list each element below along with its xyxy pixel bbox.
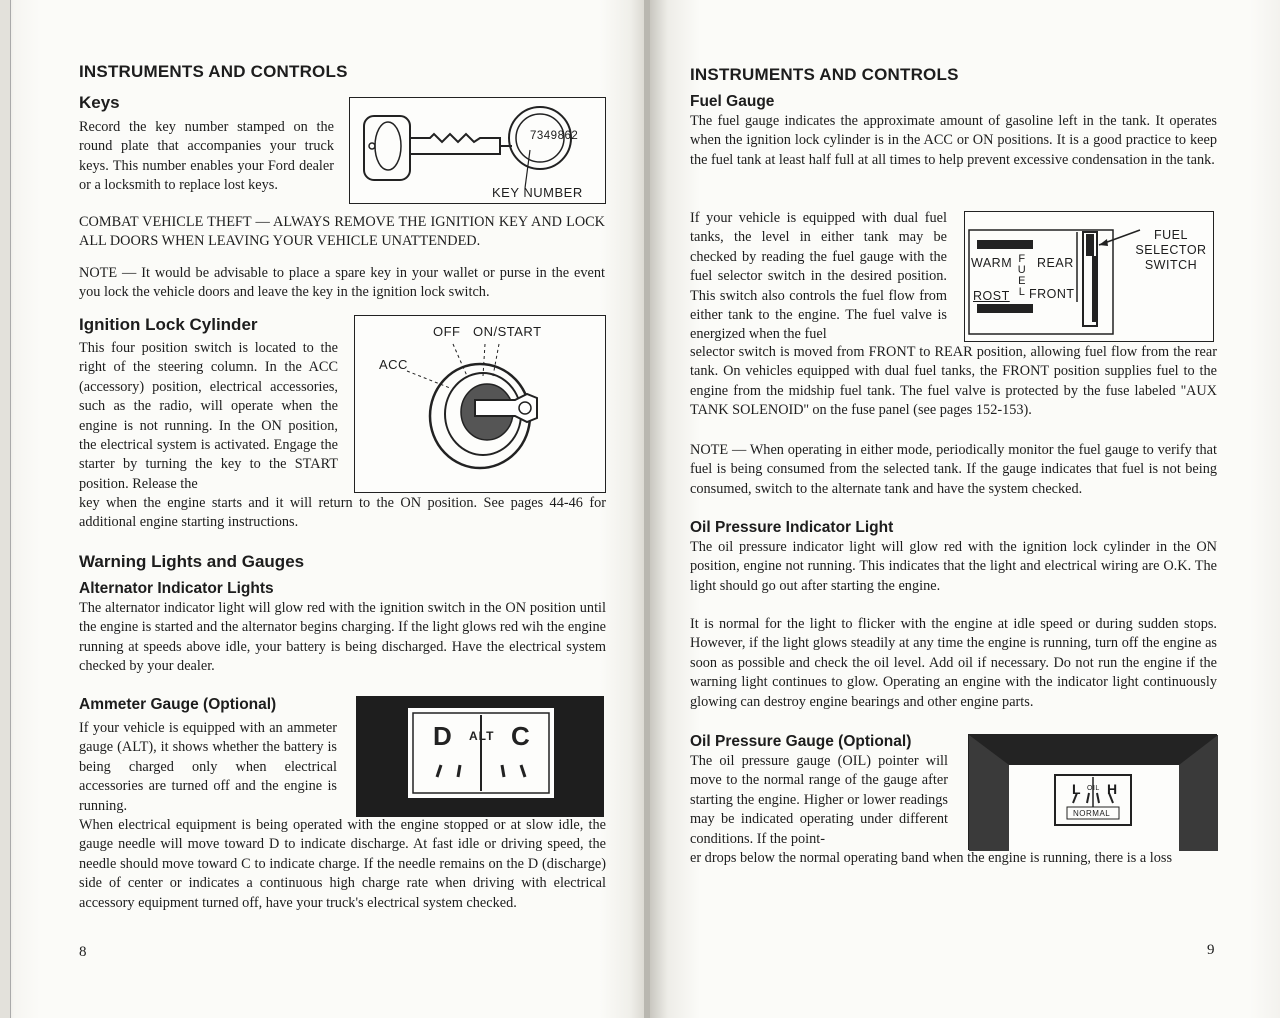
- left-section-title: INSTRUMENTS AND CONTROLS: [79, 62, 348, 81]
- keys-body: Record the key number stamped on the round plate that accompanies your truck keys. This number enables your Ford dealer or a locksmith to replace lost keys.: [79, 119, 334, 194]
- ignition-body-wrap: This four position switch is located to the right of the steering column. In the ACC (accessory) position, electrical accessories, such as the radio, will operate when the engine is not running. In the ON position, the electrical system is activated. Engage the starter by turning the key to the START position. Release the: [79, 340, 338, 492]
- keys-heading: Keys: [79, 93, 120, 112]
- ammeter-figure: [356, 696, 604, 817]
- oil-light-body-2: It is normal for the light to flicker with the engine at idle speed or during sudden stops. However, if the light glows steadily at any time the engine is running, turn off the engine as soon as possible and check the oil level. Add oil if necessary. Do not run the engine if the warning light continues to glow. Operating an engine with the indicator light continuously glowing can destroy engine bearings and other engine parts.: [690, 616, 1217, 710]
- fuel-rost-label: ROST: [973, 289, 1010, 303]
- oil-gauge-figure: [968, 734, 1217, 850]
- ammeter-heading: Ammeter Gauge (Optional): [79, 696, 277, 713]
- fuel-front-label: FRONT: [1029, 287, 1075, 301]
- book-edge: [0, 0, 11, 1018]
- oil-gauge-icon: [969, 735, 1218, 851]
- fuel-selector-figure: [964, 211, 1214, 342]
- fuel-selector-label: FUEL SELECTOR SWITCH: [1135, 228, 1207, 272]
- left-page-number: 8: [79, 944, 87, 960]
- ignition-on-start-label: ON/START: [473, 324, 542, 339]
- ignition-figure: [354, 315, 606, 493]
- right-section-title: INSTRUMENTS AND CONTROLS: [690, 65, 959, 84]
- ammeter-d-label: D: [433, 721, 453, 751]
- oil-light-heading: Oil Pressure Indicator Light: [690, 519, 894, 536]
- ignition-switch-icon: [355, 316, 607, 494]
- fuel-body-1: The fuel gauge indicates the approximate amount of gasoline left in the tank. It operates when the ignition lock cylinder is in the ACC or ON positions. It is a good practice to keep the fuel tank at least half full at all times to help prevent excessive condensation in the tank.: [690, 113, 1217, 168]
- fuel-vertical-label: FUEL: [1017, 253, 1027, 298]
- ignition-off-label: OFF: [433, 324, 461, 339]
- oil-gauge-body-full: er drops below the normal operating band when the engine is running, there is a loss: [690, 850, 1173, 866]
- alternator-body: The alternator indicator light will glow red with the ignition switch in the ON position until the engine is started and the alternator begins charging. If the light glows red wih the engine running at speeds above idle, your battery is being discharged. Have the electrical system checked by your dealer.: [79, 600, 606, 675]
- ammeter-alt-label: ALT: [469, 729, 495, 743]
- key-number-label: KEY NUMBER: [492, 185, 583, 200]
- ignition-body-full: key when the engine starts and it will return to the ON position. See pages 44-46 for additional engine starting instructions.: [79, 495, 606, 531]
- warning-heading: Warning Lights and Gauges: [79, 552, 305, 571]
- alternator-heading: Alternator Indicator Lights: [79, 580, 274, 597]
- key-tag-number: 7349862: [530, 130, 579, 142]
- right-page-number: 9: [1207, 942, 1215, 958]
- spare-key-note: NOTE — It would be advisable to place a spare key in your wallet or purse in the event you lock the vehicle doors and leave the key in the ignition lock switch.: [79, 265, 605, 301]
- fuel-rear-label: REAR: [1037, 256, 1074, 270]
- oil-h-label: H: [1107, 781, 1118, 797]
- ammeter-body-full: When electrical equipment is being operated with the engine stopped or at slow idle, the gauge needle will move toward D to indicate discharge. At fast idle or driving speed, the needle should move toward C to indicate charge. If the needle remains on the D (discharge) side of center or indicates a continuous high charge rate when driving with electrical accessory equipment turned off, have your truck's electrical system checked.: [79, 817, 606, 911]
- ammeter-gauge-icon: [357, 697, 605, 818]
- ammeter-body-wrap: If your vehicle is equipped with an ammeter gauge (ALT), it shows whether the battery is being charged only when electrical accessories are turned off and the engine is running.: [79, 720, 337, 814]
- oil-light-body-1: The oil pressure indicator light will glow red with the ignition lock cylinder in the ON position, engine not running. This indicates that the light and electrical wiring are O.K. The light should go out after starting the engine.: [690, 539, 1217, 594]
- oil-oil-label: OIL: [1087, 785, 1100, 792]
- ammeter-c-label: C: [511, 721, 531, 751]
- fuel-note: NOTE — When operating in either mode, periodically monitor the fuel gauge to verify that fuel is being consumed from the selected tank. If the gauge indicates that fuel is not being consumed, switch to the alternate tank and have the system checked.: [690, 442, 1217, 497]
- fuel-body-2-wrap: If your vehicle is equipped with dual fuel tanks, the level in either tank may be checked by reading the fuel gauge with the fuel selector switch in the desired position. This switch also controls the fuel flow from either tank to the engine. The fuel valve is energized when the fuel: [690, 210, 947, 343]
- oil-gauge-heading: Oil Pressure Gauge (Optional): [690, 733, 912, 750]
- ignition-heading: Ignition Lock Cylinder: [79, 315, 258, 334]
- fuel-gauge-heading: Fuel Gauge: [690, 93, 775, 110]
- theft-warning: COMBAT VEHICLE THEFT — ALWAYS REMOVE THE IGNITION KEY AND LOCK ALL DOORS WHEN LEAVING YOUR VEHICLE UNATTENDED.: [79, 214, 605, 250]
- key-number-figure: [349, 97, 606, 204]
- ignition-acc-label: ACC: [379, 357, 408, 372]
- right-page: [650, 0, 1280, 1018]
- oil-normal-label: NORMAL: [1073, 809, 1111, 818]
- fuel-warm-label: WARM: [971, 256, 1013, 270]
- oil-gauge-body-wrap: The oil pressure gauge (OIL) pointer will move to the normal range of the gauge after starting the engine. Higher or lower readings may be indicated operating under different conditions. If the point-: [690, 753, 948, 847]
- fuel-body-2-full: selector switch is moved from FRONT to REAR position, allowing fuel flow from the rear tank. On vehicles equipped with dual fuel tanks, the FRONT position supplies fuel to the engine from the midship fuel tank. The fuel valve is protected by the fuse labeled ''AUX TANK SOLENOID'' on the fuse panel (see pages 152-153).: [690, 344, 1217, 419]
- oil-l-label: L: [1072, 781, 1082, 797]
